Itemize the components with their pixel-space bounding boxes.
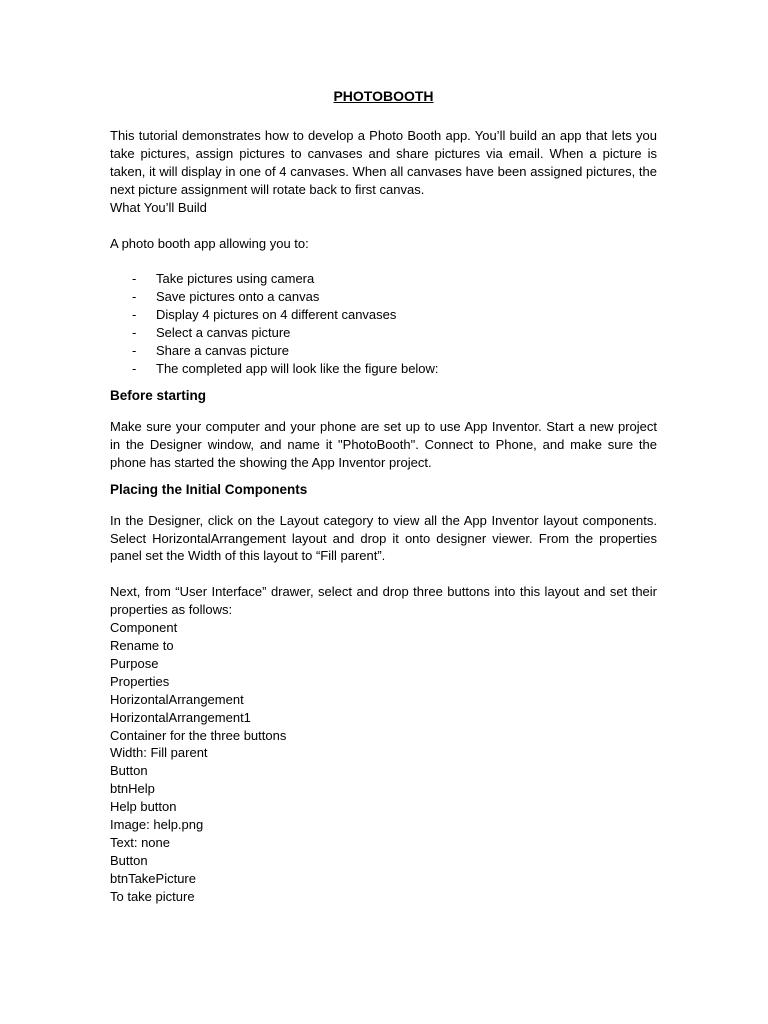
table-cell: Image: help.png: [110, 817, 204, 833]
document-title: PHOTOBOOTH: [333, 88, 434, 104]
dash-bullet: -: [132, 343, 137, 359]
table-cell: Width: Fill parent: [110, 745, 208, 761]
dash-bullet: -: [132, 271, 137, 287]
table-cell: Component: [110, 620, 178, 636]
table-cell: Text: none: [110, 835, 170, 850]
dash-bullet: -: [132, 307, 137, 323]
table-cell: HorizontalArrangement1: [110, 709, 251, 725]
spacer: [110, 407, 657, 418]
dash-bullet: -: [132, 360, 137, 376]
spacer: [110, 501, 657, 512]
list-item: - The completed app will look like the figure below:: [132, 360, 439, 376]
table-cell: Properties: [110, 673, 170, 689]
placing-paragraph-2: Next, from “User Interface” drawer, select and drop three buttons into this layout and set their properties as follows:: [110, 584, 657, 618]
list-item: - Take pictures using camera: [132, 271, 315, 287]
spacer: [110, 217, 657, 235]
table-cell: To take picture: [110, 888, 195, 904]
placing-components-heading: Placing the Initial Components: [110, 481, 308, 497]
list-item: - Save pictures onto a canvas: [132, 289, 320, 305]
spacer: [110, 565, 657, 583]
intro-paragraph: This tutorial demonstrates how to develop a Photo Booth app. You’ll build an app that lets you take pictures, assign pictures to canvases and share pictures via email. When a picture is taken, it will display in one of 4 canvases. When all canvases have been assigned pictures, the next picture assignment will rotate back to first canvas.: [110, 128, 657, 197]
allows-text: A photo booth app allowing you to:: [110, 235, 309, 251]
table-cell: btnTakePicture: [110, 870, 196, 886]
before-starting-text: Make sure your computer and your phone are set up to use App Inventor. Start a new project in the Designer window, and name it "PhotoBooth". Connect to Phone, and make sure the phone has started the showing the App Inventor project.: [110, 418, 657, 470]
spacer: [110, 252, 657, 270]
before-starting-heading: Before starting: [110, 387, 207, 403]
spacer: [110, 378, 657, 385]
what-youll-build-label: What You’ll Build: [110, 199, 207, 215]
dash-bullet: -: [132, 289, 137, 305]
table-cell: Button: [110, 852, 148, 868]
table-cell: Purpose: [110, 655, 159, 671]
spacer: [110, 472, 657, 479]
list-item: - Display 4 pictures on 4 different canvases: [132, 307, 397, 323]
dash-bullet: -: [132, 325, 137, 341]
table-cell: Container for the three buttons: [110, 727, 287, 743]
placing-paragraph-1: In the Designer, click on the Layout category to view all the App Inventor layout components. Select HorizontalArrangement layout and drop it onto designer viewer. From the properties panel set the Width of this layout to “Fill parent”.: [110, 512, 657, 564]
table-cell: Rename to: [110, 638, 174, 654]
list-item: - Share a canvas picture: [132, 343, 289, 359]
table-cell: Button: [110, 763, 148, 779]
feature-list: [110, 270, 657, 377]
table-cell: HorizontalArrangement: [110, 691, 244, 707]
component-table: [110, 619, 657, 906]
document-page: [110, 86, 657, 906]
list-item: - Select a canvas picture: [132, 325, 291, 341]
table-cell: btnHelp: [110, 781, 155, 797]
table-cell: Help button: [110, 799, 177, 815]
